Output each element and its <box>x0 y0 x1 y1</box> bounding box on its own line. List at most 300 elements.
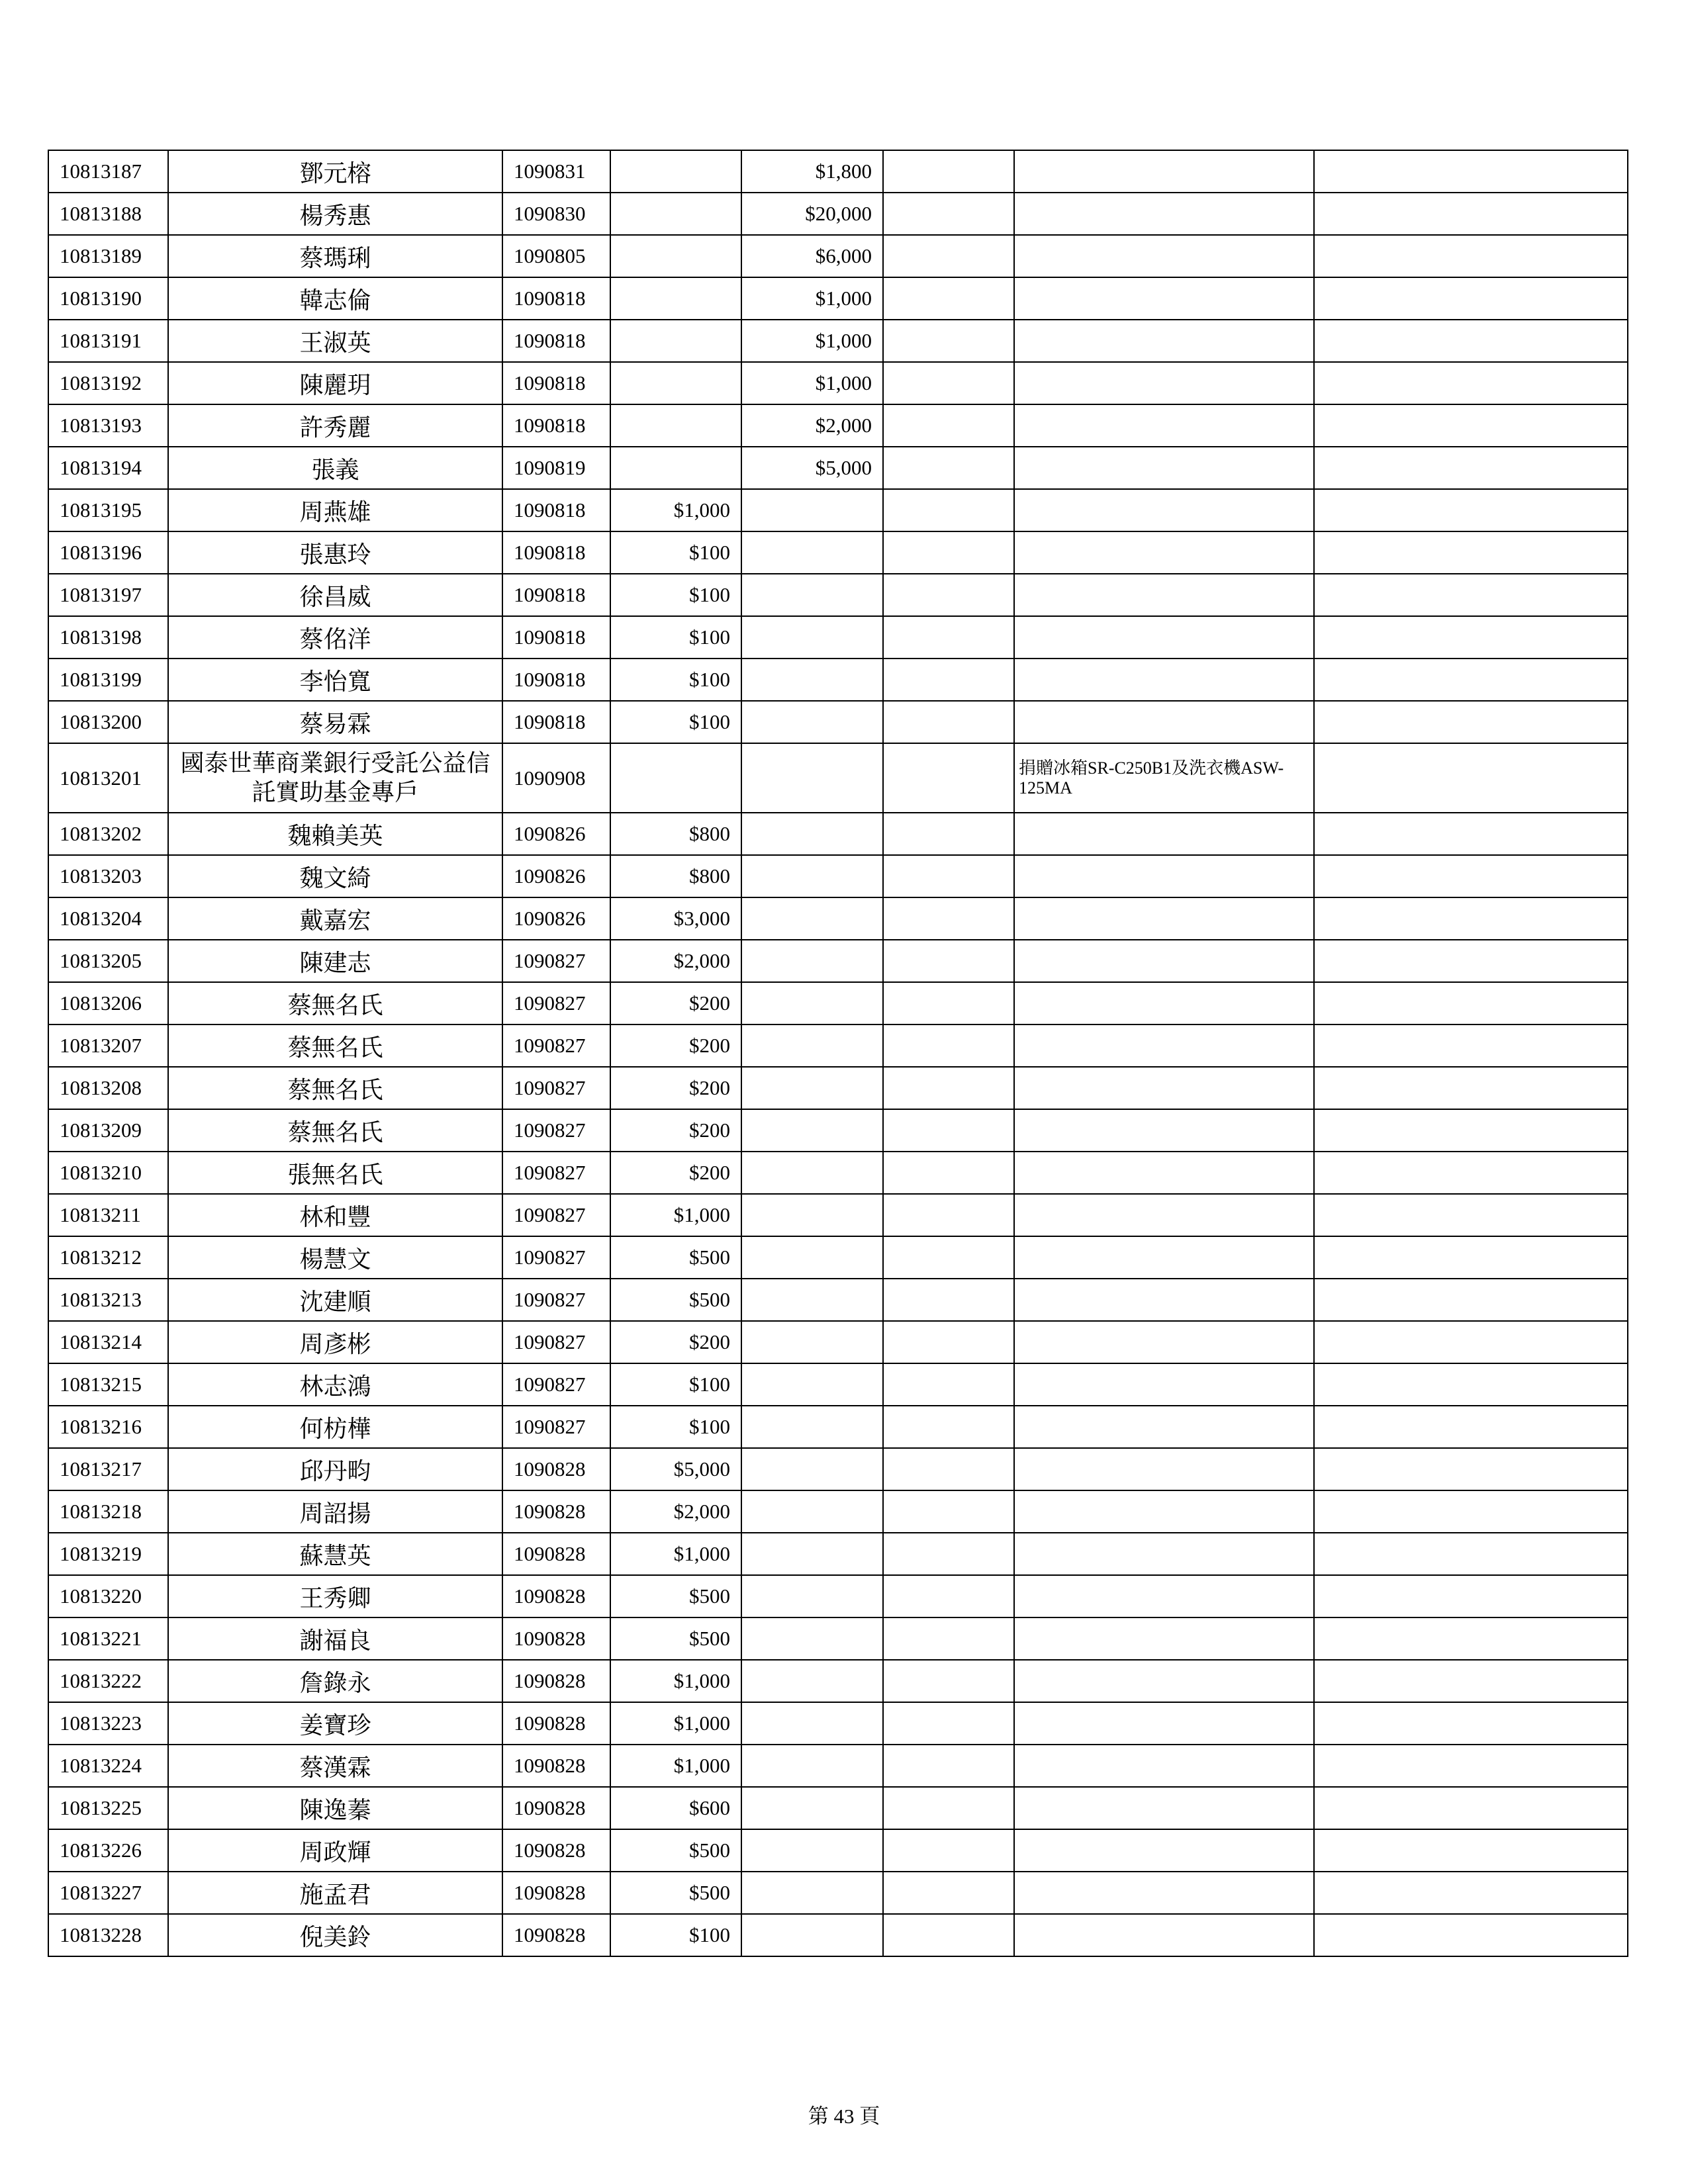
empty-cell <box>1314 1321 1628 1363</box>
empty-cell <box>883 1702 1014 1745</box>
empty-cell <box>1314 659 1628 701</box>
date-cell: 1090827 <box>502 1194 610 1236</box>
date-cell: 1090818 <box>502 277 610 320</box>
date-cell: 1090827 <box>502 1152 610 1194</box>
table-row <box>48 1660 1628 1702</box>
amount-cell: $200 <box>610 1109 741 1152</box>
date-cell: 1090827 <box>502 1236 610 1279</box>
receipt-id-cell: 10813199 <box>48 659 168 701</box>
table-row <box>48 813 1628 855</box>
donor-name-cell: 林和豐 <box>168 1194 502 1236</box>
note-cell <box>1014 1194 1314 1236</box>
empty-cell <box>1314 235 1628 277</box>
note-cell <box>1014 362 1314 404</box>
empty-cell <box>1314 150 1628 193</box>
note-cell <box>1014 531 1314 574</box>
empty-cell <box>1314 1617 1628 1660</box>
note-cell <box>1014 1363 1314 1406</box>
note-cell <box>1014 150 1314 193</box>
note-cell <box>1014 1109 1314 1152</box>
receipt-id-cell: 10813198 <box>48 616 168 659</box>
amount-cell: $5,000 <box>610 1448 741 1490</box>
date-cell: 1090830 <box>502 193 610 235</box>
empty-cell <box>1314 447 1628 489</box>
table-row <box>48 1236 1628 1279</box>
amount-cell: $500 <box>610 1279 741 1321</box>
empty-cell <box>1314 1279 1628 1321</box>
donor-name-cell: 蘇慧英 <box>168 1533 502 1575</box>
date-cell: 1090828 <box>502 1829 610 1872</box>
receipt-id-cell: 10813191 <box>48 320 168 362</box>
note-cell <box>1014 1533 1314 1575</box>
receipt-id-cell: 10813195 <box>48 489 168 531</box>
note-cell <box>1014 1490 1314 1533</box>
receipt-id-cell: 10813207 <box>48 1024 168 1067</box>
note-cell <box>1014 1702 1314 1745</box>
note-cell <box>1014 1660 1314 1702</box>
empty-cell <box>883 1533 1014 1575</box>
table-row <box>48 1617 1628 1660</box>
amount-cell <box>741 982 883 1024</box>
donor-name-cell: 倪美鈴 <box>168 1914 502 1956</box>
amount-cell <box>741 1490 883 1533</box>
empty-cell <box>1314 1024 1628 1067</box>
donor-name-cell: 周政輝 <box>168 1829 502 1872</box>
note-cell <box>1014 701 1314 743</box>
donor-name-cell: 蔡無名氏 <box>168 1109 502 1152</box>
receipt-id-cell: 10813203 <box>48 855 168 897</box>
donor-name-cell: 韓志倫 <box>168 277 502 320</box>
empty-cell <box>1314 320 1628 362</box>
table-row <box>48 1787 1628 1829</box>
receipt-id-cell: 10813201 <box>48 743 168 813</box>
empty-cell <box>883 897 1014 940</box>
amount-cell <box>741 1363 883 1406</box>
receipt-id-cell: 10813190 <box>48 277 168 320</box>
empty-cell <box>1314 616 1628 659</box>
note-cell <box>1014 1406 1314 1448</box>
table-row <box>48 897 1628 940</box>
receipt-id-cell: 10813228 <box>48 1914 168 1956</box>
empty-cell <box>1314 1236 1628 1279</box>
note-cell <box>1014 193 1314 235</box>
donor-name-cell: 邱丹畇 <box>168 1448 502 1490</box>
date-cell: 1090818 <box>502 701 610 743</box>
date-cell: 1090826 <box>502 855 610 897</box>
amount-cell: $100 <box>610 616 741 659</box>
empty-cell <box>1314 1067 1628 1109</box>
amount-cell: $1,800 <box>741 150 883 193</box>
donor-name-cell: 沈建順 <box>168 1279 502 1321</box>
amount-cell <box>741 616 883 659</box>
date-cell: 1090827 <box>502 1279 610 1321</box>
note-cell <box>1014 659 1314 701</box>
receipt-id-cell: 10813187 <box>48 150 168 193</box>
table-row <box>48 489 1628 531</box>
donor-name-cell: 詹錄永 <box>168 1660 502 1702</box>
note-cell <box>1014 616 1314 659</box>
empty-cell <box>1314 1660 1628 1702</box>
empty-cell <box>883 982 1014 1024</box>
receipt-id-cell: 10813202 <box>48 813 168 855</box>
note-cell <box>1014 1787 1314 1829</box>
receipt-id-cell: 10813204 <box>48 897 168 940</box>
amount-cell <box>741 1533 883 1575</box>
note-cell <box>1014 1745 1314 1787</box>
note-cell <box>1014 574 1314 616</box>
empty-cell <box>1314 574 1628 616</box>
receipt-id-cell: 10813216 <box>48 1406 168 1448</box>
empty-cell <box>883 813 1014 855</box>
date-cell: 1090828 <box>502 1745 610 1787</box>
amount-cell: $6,000 <box>741 235 883 277</box>
empty-cell <box>883 659 1014 701</box>
empty-cell <box>883 489 1014 531</box>
table-row <box>48 277 1628 320</box>
note-cell <box>1014 404 1314 447</box>
amount-cell <box>610 743 741 813</box>
amount-cell <box>610 447 741 489</box>
empty-cell <box>883 1914 1014 1956</box>
donor-name-cell: 姜寶珍 <box>168 1702 502 1745</box>
empty-cell <box>883 743 1014 813</box>
amount-cell: $100 <box>610 1363 741 1406</box>
date-cell: 1090827 <box>502 1363 610 1406</box>
receipt-id-cell: 10813196 <box>48 531 168 574</box>
date-cell: 1090818 <box>502 489 610 531</box>
table-row <box>48 320 1628 362</box>
empty-cell <box>1314 1406 1628 1448</box>
amount-cell <box>741 531 883 574</box>
date-cell: 1090827 <box>502 940 610 982</box>
amount-cell: $500 <box>610 1872 741 1914</box>
note-cell <box>1014 1914 1314 1956</box>
empty-cell <box>1314 1152 1628 1194</box>
empty-cell <box>1314 1194 1628 1236</box>
empty-cell <box>1314 1872 1628 1914</box>
amount-cell: $1,000 <box>610 1702 741 1745</box>
empty-cell <box>883 1829 1014 1872</box>
note-cell <box>1014 855 1314 897</box>
donor-name-cell: 蔡佲洋 <box>168 616 502 659</box>
donor-name-cell: 魏文綺 <box>168 855 502 897</box>
date-cell: 1090828 <box>502 1872 610 1914</box>
date-cell: 1090831 <box>502 150 610 193</box>
table-row <box>48 940 1628 982</box>
amount-cell: $200 <box>610 1067 741 1109</box>
amount-cell: $100 <box>610 1914 741 1956</box>
receipt-id-cell: 10813222 <box>48 1660 168 1702</box>
note-cell <box>1014 1617 1314 1660</box>
amount-cell: $600 <box>610 1787 741 1829</box>
date-cell: 1090826 <box>502 813 610 855</box>
amount-cell <box>610 150 741 193</box>
date-cell: 1090818 <box>502 574 610 616</box>
amount-cell <box>741 1279 883 1321</box>
date-cell: 1090818 <box>502 362 610 404</box>
donor-name-cell: 周彥彬 <box>168 1321 502 1363</box>
receipt-id-cell: 10813192 <box>48 362 168 404</box>
amount-cell <box>741 489 883 531</box>
table-row <box>48 1914 1628 1956</box>
date-cell: 1090828 <box>502 1533 610 1575</box>
table-row <box>48 1575 1628 1617</box>
amount-cell: $800 <box>610 813 741 855</box>
date-cell: 1090826 <box>502 897 610 940</box>
empty-cell <box>883 1406 1014 1448</box>
note-cell <box>1014 447 1314 489</box>
table-row <box>48 1109 1628 1152</box>
amount-cell: $100 <box>610 1406 741 1448</box>
donor-name-cell: 魏賴美英 <box>168 813 502 855</box>
amount-cell <box>741 1745 883 1787</box>
note-cell <box>1014 320 1314 362</box>
amount-cell <box>741 1109 883 1152</box>
donor-name-cell: 陳麗玥 <box>168 362 502 404</box>
empty-cell <box>1314 277 1628 320</box>
empty-cell <box>883 1745 1014 1787</box>
empty-cell <box>1314 1914 1628 1956</box>
empty-cell <box>883 277 1014 320</box>
receipt-id-cell: 10813219 <box>48 1533 168 1575</box>
amount-cell: $1,000 <box>741 277 883 320</box>
table-row <box>48 150 1628 193</box>
table-row <box>48 1024 1628 1067</box>
date-cell: 1090827 <box>502 982 610 1024</box>
amount-cell: $5,000 <box>741 447 883 489</box>
date-cell: 1090818 <box>502 659 610 701</box>
receipt-id-cell: 10813206 <box>48 982 168 1024</box>
empty-cell <box>1314 1533 1628 1575</box>
empty-cell <box>883 1236 1014 1279</box>
date-cell: 1090827 <box>502 1067 610 1109</box>
note-cell <box>1014 940 1314 982</box>
note-cell <box>1014 235 1314 277</box>
empty-cell <box>883 1660 1014 1702</box>
amount-cell <box>741 1448 883 1490</box>
amount-cell: $100 <box>610 574 741 616</box>
receipt-id-cell: 10813220 <box>48 1575 168 1617</box>
empty-cell <box>1314 897 1628 940</box>
empty-cell <box>883 1067 1014 1109</box>
date-cell: 1090828 <box>502 1914 610 1956</box>
donor-name-cell: 王秀卿 <box>168 1575 502 1617</box>
table-row <box>48 701 1628 743</box>
table-row <box>48 1745 1628 1787</box>
empty-cell <box>883 574 1014 616</box>
amount-cell <box>741 1829 883 1872</box>
note-cell <box>1014 813 1314 855</box>
date-cell: 1090818 <box>502 320 610 362</box>
amount-cell: $1,000 <box>610 1660 741 1702</box>
donor-name-cell: 戴嘉宏 <box>168 897 502 940</box>
empty-cell <box>883 531 1014 574</box>
table-row <box>48 193 1628 235</box>
table-body <box>48 150 1628 1956</box>
donation-table <box>48 150 1628 1957</box>
empty-cell <box>883 404 1014 447</box>
amount-cell: $200 <box>610 1321 741 1363</box>
note-cell <box>1014 1872 1314 1914</box>
table-row <box>48 1321 1628 1363</box>
amount-cell: $500 <box>610 1575 741 1617</box>
empty-cell <box>1314 1363 1628 1406</box>
receipt-id-cell: 10813215 <box>48 1363 168 1406</box>
amount-cell: $1,000 <box>610 1533 741 1575</box>
date-cell: 1090828 <box>502 1787 610 1829</box>
receipt-id-cell: 10813218 <box>48 1490 168 1533</box>
date-cell: 1090828 <box>502 1448 610 1490</box>
table-row <box>48 531 1628 574</box>
receipt-id-cell: 10813210 <box>48 1152 168 1194</box>
table-row <box>48 1702 1628 1745</box>
table-row <box>48 235 1628 277</box>
table-row <box>48 982 1628 1024</box>
amount-cell: $100 <box>610 701 741 743</box>
date-cell: 1090828 <box>502 1702 610 1745</box>
date-cell: 1090827 <box>502 1024 610 1067</box>
table-row <box>48 1363 1628 1406</box>
amount-cell: $2,000 <box>610 940 741 982</box>
receipt-id-cell: 10813214 <box>48 1321 168 1363</box>
empty-cell <box>883 1787 1014 1829</box>
note-cell <box>1014 1448 1314 1490</box>
amount-cell <box>741 1702 883 1745</box>
donor-name-cell: 林志鴻 <box>168 1363 502 1406</box>
amount-cell <box>741 574 883 616</box>
amount-cell <box>741 1321 883 1363</box>
note-cell <box>1014 277 1314 320</box>
receipt-id-cell: 10813209 <box>48 1109 168 1152</box>
donor-name-cell: 周詔揚 <box>168 1490 502 1533</box>
date-cell: 1090908 <box>502 743 610 813</box>
table-row <box>48 1872 1628 1914</box>
empty-cell <box>883 320 1014 362</box>
table-row <box>48 855 1628 897</box>
donor-name-cell: 張無名氏 <box>168 1152 502 1194</box>
receipt-id-cell: 10813193 <box>48 404 168 447</box>
amount-cell <box>741 813 883 855</box>
amount-cell: $2,000 <box>610 1490 741 1533</box>
receipt-id-cell: 10813217 <box>48 1448 168 1490</box>
empty-cell <box>883 616 1014 659</box>
empty-cell <box>883 1152 1014 1194</box>
empty-cell <box>1314 531 1628 574</box>
amount-cell <box>741 1575 883 1617</box>
table-row <box>48 1829 1628 1872</box>
empty-cell <box>883 362 1014 404</box>
amount-cell <box>610 235 741 277</box>
empty-cell <box>1314 1702 1628 1745</box>
donor-name-cell: 鄧元榕 <box>168 150 502 193</box>
table-row <box>48 1533 1628 1575</box>
empty-cell <box>1314 489 1628 531</box>
amount-cell: $100 <box>610 531 741 574</box>
empty-cell <box>1314 940 1628 982</box>
table-row <box>48 659 1628 701</box>
amount-cell: $200 <box>610 982 741 1024</box>
date-cell: 1090828 <box>502 1490 610 1533</box>
table-row <box>48 447 1628 489</box>
amount-cell <box>741 1194 883 1236</box>
note-cell <box>1014 1321 1314 1363</box>
donor-name-cell: 陳逸蓁 <box>168 1787 502 1829</box>
amount-cell: $1,000 <box>741 362 883 404</box>
amount-cell <box>741 1617 883 1660</box>
date-cell: 1090805 <box>502 235 610 277</box>
date-cell: 1090827 <box>502 1406 610 1448</box>
amount-cell <box>741 1660 883 1702</box>
donor-name-cell: 張惠玲 <box>168 531 502 574</box>
amount-cell: $500 <box>610 1617 741 1660</box>
empty-cell <box>1314 855 1628 897</box>
donor-name-cell: 李怡寬 <box>168 659 502 701</box>
amount-cell <box>741 1406 883 1448</box>
amount-cell <box>741 743 883 813</box>
amount-cell: $800 <box>610 855 741 897</box>
empty-cell <box>1314 1787 1628 1829</box>
receipt-id-cell: 10813212 <box>48 1236 168 1279</box>
empty-cell <box>883 1363 1014 1406</box>
donor-name-cell: 蔡瑪琍 <box>168 235 502 277</box>
empty-cell <box>883 1024 1014 1067</box>
empty-cell <box>883 855 1014 897</box>
amount-cell: $20,000 <box>741 193 883 235</box>
receipt-id-cell: 10813226 <box>48 1829 168 1872</box>
note-cell <box>1014 897 1314 940</box>
donor-name-cell: 徐昌威 <box>168 574 502 616</box>
amount-cell <box>741 1872 883 1914</box>
empty-cell <box>1314 743 1628 813</box>
receipt-id-cell: 10813223 <box>48 1702 168 1745</box>
amount-cell <box>610 362 741 404</box>
empty-cell <box>883 1321 1014 1363</box>
amount-cell <box>741 1236 883 1279</box>
date-cell: 1090819 <box>502 447 610 489</box>
note-cell: 捐贈冰箱SR-C250B1及洗衣機ASW-125MA <box>1014 743 1314 813</box>
empty-cell <box>1314 1490 1628 1533</box>
empty-cell <box>883 193 1014 235</box>
amount-cell <box>610 404 741 447</box>
amount-cell <box>741 1914 883 1956</box>
amount-cell <box>741 897 883 940</box>
empty-cell <box>883 1279 1014 1321</box>
donor-name-cell: 許秀麗 <box>168 404 502 447</box>
receipt-id-cell: 10813188 <box>48 193 168 235</box>
receipt-id-cell: 10813224 <box>48 1745 168 1787</box>
date-cell: 1090818 <box>502 404 610 447</box>
table-row <box>48 404 1628 447</box>
donor-name-cell: 蔡無名氏 <box>168 982 502 1024</box>
donor-name-cell: 蔡易霖 <box>168 701 502 743</box>
table-row <box>48 1279 1628 1321</box>
amount-cell: $1,000 <box>741 320 883 362</box>
note-cell <box>1014 1575 1314 1617</box>
note-cell <box>1014 1152 1314 1194</box>
receipt-id-cell: 10813205 <box>48 940 168 982</box>
amount-cell <box>741 1024 883 1067</box>
receipt-id-cell: 10813208 <box>48 1067 168 1109</box>
donor-name-cell: 何枋樺 <box>168 1406 502 1448</box>
date-cell: 1090818 <box>502 616 610 659</box>
amount-cell <box>741 659 883 701</box>
empty-cell <box>883 940 1014 982</box>
table-row <box>48 1490 1628 1533</box>
date-cell: 1090828 <box>502 1617 610 1660</box>
table-row <box>48 743 1628 813</box>
note-cell <box>1014 1236 1314 1279</box>
amount-cell <box>610 320 741 362</box>
